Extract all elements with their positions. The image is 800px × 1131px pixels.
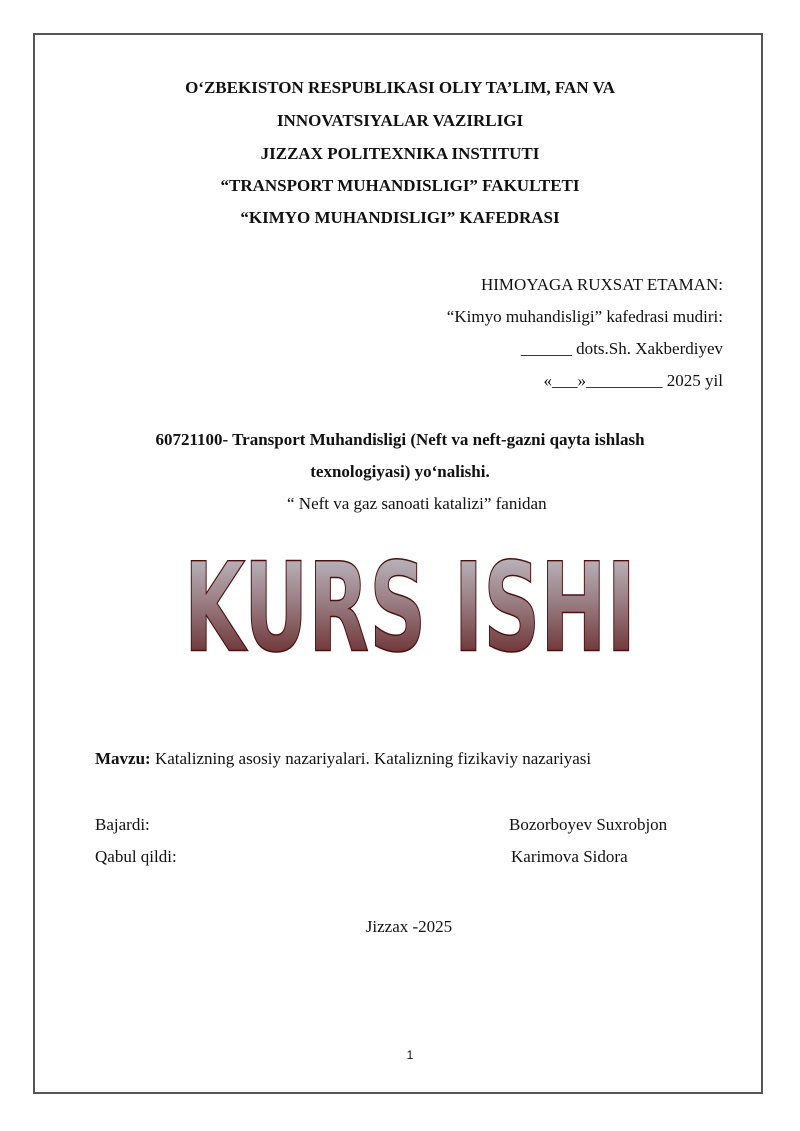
topic-label: Mavzu:: [95, 749, 151, 768]
reviewer-label: Qabul qildi:: [95, 847, 177, 866]
author-name: Bozorboyev Suxrobjon: [509, 815, 668, 834]
place-year: Jizzax -2025: [365, 917, 453, 936]
header-department: “KIMYO MUHANDISLIGI” KAFEDRASI: [240, 208, 560, 227]
header-ministry-line2: INNOVATSIYALAR VAZIRLIGI: [276, 111, 524, 130]
header-institute: JIZZAX POLITEXNIKA INSTITUTI: [260, 144, 540, 163]
work-title: KURS ISHI: [183, 550, 636, 660]
specialty-line2: texnologiyasi) yo‘nalishi.: [310, 462, 490, 481]
topic-line: [95, 749, 591, 769]
approval-date: «___»_________ 2025 yil: [543, 371, 723, 390]
header-faculty: “TRANSPORT MUHANDISLIGI” FAKULTETI: [220, 176, 580, 195]
topic-text: Katalizning asosiy nazariyalari. Katalizning fizikaviy nazariyasi: [150, 749, 592, 768]
author-label: Bajardi:: [95, 815, 150, 834]
approval-title: HIMOYAGA RUXSAT ETAMAN:: [480, 275, 723, 294]
subject-line: “ Neft va gaz sanoati katalizi” fanidan: [287, 494, 547, 513]
page-number: 1: [406, 1048, 414, 1062]
header-ministry-line1: O‘ZBEKISTON RESPUBLIKASI OLIY TA’LIM, FAN VA: [185, 78, 615, 97]
approval-position: “Kimyo muhandisligi” kafedrasi mudiri:: [446, 307, 723, 326]
specialty-line1: 60721100- Transport Muhandisligi (Neft va neft-gazni qayta ishlash: [155, 430, 645, 449]
approval-signature: ______ dots.Sh. Xakberdiyev: [520, 339, 723, 358]
work-title-wordart: [180, 550, 640, 660]
reviewer-name: Karimova Sidora: [511, 847, 628, 866]
